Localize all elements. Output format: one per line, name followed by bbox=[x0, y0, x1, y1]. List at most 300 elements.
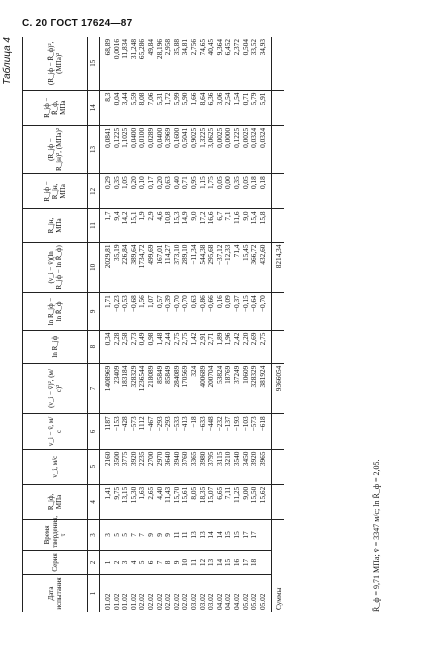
cell-value: 16,6 bbox=[206, 211, 216, 225]
cell-value: 0,0289 bbox=[145, 127, 155, 148]
cell-value: 28,196 bbox=[154, 39, 164, 60]
cell-value: −137 bbox=[223, 416, 233, 432]
cell-value: 9 bbox=[145, 533, 155, 537]
cell-value: 11,43 bbox=[163, 486, 173, 503]
col-header-r-diff: R_jф − R_jн, МПа bbox=[23, 174, 88, 209]
cell-value: −0,70 bbox=[180, 295, 190, 313]
cell-value: 0,0400 bbox=[128, 127, 138, 148]
col-r-mean-diff bbox=[100, 90, 272, 125]
cell-value: 3795 bbox=[206, 451, 216, 467]
col-header-product: (v_i − v̄)(ln R_jф − ln R̄_ф) bbox=[23, 242, 88, 293]
cell-value: 0,35 bbox=[111, 176, 121, 190]
cell-value: 1,56 bbox=[137, 295, 147, 308]
cell-value: 0,0324 bbox=[257, 127, 267, 148]
cell-value: 0,98 bbox=[145, 332, 155, 346]
cell-value: 2,958 bbox=[163, 39, 173, 56]
col-dates bbox=[100, 575, 272, 612]
col-number: 4 bbox=[88, 484, 100, 519]
cell-value: 18 bbox=[249, 558, 259, 567]
cell-value: 37249 bbox=[231, 365, 241, 384]
cell-value: 1,05 bbox=[120, 176, 130, 190]
cell-value: 0,0025 bbox=[214, 127, 224, 148]
cell-value: 1 bbox=[103, 560, 112, 565]
cell-value: 0,0000 bbox=[223, 127, 233, 148]
cell-value: 2,44 bbox=[163, 332, 173, 346]
cell-value: 5 bbox=[120, 533, 130, 537]
cell-value: 35,19 bbox=[111, 244, 121, 261]
cell-value: 14 bbox=[206, 531, 216, 539]
cell-value: 2,372 bbox=[231, 39, 241, 56]
cell-value: 3920 bbox=[249, 451, 259, 467]
col-number: 8 bbox=[88, 330, 100, 363]
col-header-r-mean-diff-sq: (R_jф − R̄_ф)², (МПа)² bbox=[23, 37, 88, 90]
cell-value: 218089 bbox=[145, 365, 155, 388]
sums-row bbox=[272, 37, 285, 612]
cell-value: 170569 bbox=[180, 365, 190, 388]
cell-value: 23409 bbox=[111, 365, 121, 384]
cell-value: 0,1600 bbox=[171, 127, 181, 148]
cell-value: −103 bbox=[240, 416, 250, 432]
cell-value: 6,7 bbox=[214, 211, 224, 221]
cell-value: 13 bbox=[197, 531, 207, 539]
col-number: 14 bbox=[88, 90, 100, 125]
col-number: 2 bbox=[88, 550, 100, 574]
cell-value: 3760 bbox=[180, 451, 190, 467]
col-time bbox=[100, 520, 272, 551]
cell-value: 3 bbox=[103, 533, 112, 537]
cell-value: 17 bbox=[240, 558, 250, 567]
cell-value: 2235 bbox=[137, 451, 147, 467]
cell-value: 2700 bbox=[145, 451, 155, 467]
cell-value: 1,1025 bbox=[120, 127, 130, 148]
cell-value: 17 bbox=[249, 531, 259, 539]
footnote: R̄_ф = 9,71 МПа; v̄ = 3347 м/с; ln R̄_ф = 2,05. bbox=[372, 459, 381, 612]
cell-value: 02.02 bbox=[163, 593, 173, 610]
cell-value: 11,25 bbox=[231, 486, 241, 503]
cell-value: 04.02 bbox=[231, 593, 241, 610]
cell-value: 15,4 bbox=[249, 211, 259, 225]
sum-v-diff-sq: 9366054 bbox=[272, 363, 285, 414]
cell-value: 9,364 bbox=[214, 39, 224, 56]
cell-value: 9,75 bbox=[111, 486, 121, 500]
cell-value: 2,756 bbox=[188, 39, 198, 56]
cell-value: 6,65 bbox=[214, 486, 224, 500]
cell-value: 0,04 bbox=[111, 92, 121, 106]
cell-value: 1,75 bbox=[206, 176, 216, 190]
col-header-series: Серия bbox=[23, 550, 88, 574]
cell-value: 6,36 bbox=[206, 92, 216, 106]
cell-value: 0,95 bbox=[188, 176, 198, 190]
cell-value: 5,90 bbox=[180, 92, 190, 106]
page-header: С. 20 ГОСТ 17624—87 bbox=[22, 18, 133, 29]
cell-value: 0,71 bbox=[240, 92, 250, 106]
cell-value: 5 bbox=[111, 533, 121, 537]
cell-value: 15,70 bbox=[171, 486, 181, 504]
cell-value: −0,37 bbox=[231, 295, 241, 313]
cell-value: 04.02 bbox=[223, 593, 233, 610]
table-body-row bbox=[100, 37, 272, 612]
header-row bbox=[23, 37, 88, 612]
cell-value: −633 bbox=[197, 416, 207, 432]
cell-value: 0,0400 bbox=[154, 127, 164, 148]
cell-value: 0,0016 bbox=[111, 39, 121, 60]
cell-value: 0,17 bbox=[145, 176, 155, 190]
cell-value: 6,452 bbox=[223, 39, 233, 56]
cell-value: −467 bbox=[145, 416, 155, 432]
cell-value: 0,0841 bbox=[103, 127, 112, 148]
cell-value: 13 bbox=[188, 531, 198, 539]
cell-value: 0,0100 bbox=[137, 127, 147, 148]
cell-value: 1,54 bbox=[231, 92, 241, 106]
cell-value: 15 bbox=[223, 531, 233, 539]
cell-value: 389,64 bbox=[128, 244, 138, 265]
cell-value: 328329 bbox=[249, 365, 259, 388]
cell-value: 15 bbox=[223, 558, 233, 567]
cell-value: 02.02 bbox=[145, 593, 155, 610]
col-number: 6 bbox=[88, 414, 100, 449]
cell-value: 11,6 bbox=[231, 211, 241, 224]
cell-value: 01.02 bbox=[103, 593, 112, 610]
col-number: 12 bbox=[88, 174, 100, 209]
cell-value: 1,42 bbox=[188, 332, 198, 346]
cell-value: 114,27 bbox=[163, 244, 173, 265]
cell-value: 0,05 bbox=[214, 176, 224, 190]
cell-value: 5,79 bbox=[249, 92, 259, 106]
cell-value: 14 bbox=[214, 531, 224, 539]
cell-value: 05.02 bbox=[249, 593, 259, 610]
cell-value: 02.02 bbox=[154, 593, 164, 610]
cell-value: −0,15 bbox=[240, 295, 250, 313]
cell-value: 0,0324 bbox=[249, 127, 259, 148]
cell-value: −11,34 bbox=[188, 244, 198, 265]
cell-value: 0,18 bbox=[257, 176, 267, 190]
col-header-rjn: R_jн, МПа bbox=[23, 209, 88, 242]
cell-value: 40,45 bbox=[206, 39, 216, 56]
cell-value: 31,248 bbox=[128, 39, 138, 60]
cell-value: 0,20 bbox=[154, 176, 164, 190]
cell-value: 2,58 bbox=[120, 332, 130, 346]
cell-value: 15,30 bbox=[128, 486, 138, 504]
cell-value: 0,10 bbox=[137, 176, 147, 190]
cell-value: 5,99 bbox=[171, 92, 181, 106]
cell-value: 226,84 bbox=[120, 244, 130, 265]
cell-value: 2,91 bbox=[197, 332, 207, 346]
cell-value: 3 bbox=[120, 560, 130, 565]
cell-value: 8 bbox=[163, 560, 173, 565]
cell-value: −193 bbox=[231, 416, 241, 432]
cell-value: 11,834 bbox=[120, 39, 130, 59]
cell-value: 02.02 bbox=[137, 593, 147, 610]
cell-value: 5,91 bbox=[257, 92, 267, 106]
cell-value: 0,3969 bbox=[163, 127, 173, 148]
cell-value: 183184 bbox=[120, 365, 130, 388]
cell-value: 85849 bbox=[154, 365, 164, 384]
cell-value: −573 bbox=[128, 416, 138, 432]
cell-value: 35,88 bbox=[171, 39, 181, 56]
cell-value: 3,0625 bbox=[206, 127, 216, 148]
cell-value: 17 bbox=[240, 531, 250, 539]
cell-value: 1,66 bbox=[188, 92, 198, 106]
col-header-date: Дата испытания bbox=[23, 575, 88, 612]
cell-value: 432,60 bbox=[257, 244, 267, 265]
cell-value: 14 bbox=[214, 558, 224, 567]
cell-value: −428 bbox=[120, 416, 130, 432]
cell-value: 2029,81 bbox=[103, 244, 112, 269]
cell-value: −0,39 bbox=[163, 295, 173, 313]
cell-value: −0,64 bbox=[249, 295, 259, 313]
cell-value: 5,59 bbox=[128, 92, 138, 106]
cell-value: 289,10 bbox=[180, 244, 190, 265]
cell-value: 2,20 bbox=[240, 332, 250, 346]
cell-value: 02.02 bbox=[180, 593, 190, 610]
cell-value: 03.02 bbox=[188, 593, 198, 610]
cell-value: 18,35 bbox=[197, 486, 207, 504]
cell-value: 3365 bbox=[188, 451, 198, 467]
cell-value: 8,3 bbox=[103, 92, 112, 102]
cell-value: 6 bbox=[145, 560, 155, 565]
cell-value: 1236544 bbox=[137, 365, 147, 392]
cell-value: 0,49 bbox=[137, 332, 147, 346]
cell-value: 16 bbox=[231, 558, 241, 567]
cell-value: 0,05 bbox=[240, 176, 250, 190]
cell-value: 0,9025 bbox=[188, 127, 198, 148]
cell-value: 03.02 bbox=[197, 593, 207, 610]
cell-value: 0,504 bbox=[240, 39, 250, 56]
cell-value: 0,71 bbox=[180, 176, 190, 190]
cell-value: 7 bbox=[154, 560, 164, 565]
cell-value: 1734,72 bbox=[137, 244, 147, 269]
cell-value: 5 bbox=[137, 560, 147, 565]
cell-value: 4,6 bbox=[154, 211, 164, 221]
cell-value: 0,40 bbox=[171, 176, 181, 190]
col-header-ln-diff: ln R_jф − ln R̄_ф bbox=[23, 293, 88, 330]
cell-value: 1,96 bbox=[223, 332, 233, 346]
cell-value: 7,1 bbox=[223, 211, 233, 221]
cell-value: 13 bbox=[206, 558, 216, 567]
cell-value: 1,71 bbox=[103, 295, 112, 308]
col-product bbox=[100, 242, 272, 293]
cell-value: 15,8 bbox=[257, 211, 267, 225]
col-number: 15 bbox=[88, 37, 100, 90]
cell-value: 1,07 bbox=[145, 295, 155, 308]
cell-value: 3,06 bbox=[214, 92, 224, 106]
cell-value: 18769 bbox=[223, 365, 233, 384]
cell-value: 0,18 bbox=[249, 176, 259, 190]
cell-value: 4,40 bbox=[154, 486, 164, 500]
cell-value: 400689 bbox=[197, 365, 207, 388]
cell-value: −573 bbox=[249, 416, 259, 432]
cell-value: 11 bbox=[188, 558, 198, 566]
cell-value: 2,9 bbox=[145, 211, 155, 221]
cell-value: 9,4 bbox=[111, 211, 121, 221]
cell-value: −0,68 bbox=[128, 295, 138, 313]
col-number: 10 bbox=[88, 242, 100, 293]
cell-value: 15,61 bbox=[180, 486, 190, 504]
cell-value: 0,35 bbox=[231, 176, 241, 190]
cell-value: 10609 bbox=[240, 365, 250, 384]
cell-value: 1408969 bbox=[103, 365, 112, 392]
cell-value: 05.02 bbox=[240, 593, 250, 610]
cell-value: 3210 bbox=[223, 451, 233, 467]
col-rjn bbox=[100, 209, 272, 242]
cell-value: 9 bbox=[171, 560, 181, 565]
cell-value: 7 bbox=[128, 533, 138, 537]
rotated-table-area bbox=[2, 37, 402, 612]
col-number: 3 bbox=[88, 520, 100, 551]
cell-value: 11 bbox=[171, 531, 181, 539]
col-header-r-mean-diff: R_jф − R̄_ф, МПа bbox=[23, 90, 88, 125]
cell-value: 14,9 bbox=[180, 211, 190, 225]
cell-value: 15,50 bbox=[249, 486, 259, 504]
cell-value: 0,09 bbox=[223, 295, 233, 308]
cell-value: 1,3225 bbox=[197, 127, 207, 148]
col-header-v: v_i, м/с bbox=[23, 449, 88, 484]
cell-value: 0,63 bbox=[188, 295, 198, 308]
cell-value: 3500 bbox=[111, 451, 121, 467]
cell-value: −533 bbox=[171, 416, 181, 432]
cell-value: 1112 bbox=[137, 416, 147, 431]
cell-value: 2160 bbox=[103, 451, 112, 467]
cell-value: 366,72 bbox=[249, 244, 259, 265]
col-v-diff-sq bbox=[100, 363, 272, 414]
cell-value: 85849 bbox=[163, 365, 173, 384]
cell-value: 8,64 bbox=[197, 92, 207, 106]
cell-value: 53824 bbox=[214, 365, 224, 384]
cell-value: 1,41 bbox=[103, 486, 112, 500]
col-number: 11 bbox=[88, 209, 100, 242]
cell-value: −37,12 bbox=[214, 244, 224, 266]
cell-value: 1,15 bbox=[197, 176, 207, 190]
cell-value: 2,75 bbox=[171, 332, 181, 346]
col-header-v-diff: v_i − v̄, м/с bbox=[23, 414, 88, 449]
cell-value: 3115 bbox=[214, 451, 224, 466]
cell-value: 381924 bbox=[257, 365, 267, 388]
cell-value: 34,93 bbox=[257, 39, 267, 56]
cell-value: −0,70 bbox=[257, 295, 267, 313]
cell-value: 2,75 bbox=[180, 332, 190, 346]
cell-value: 5,31 bbox=[154, 92, 164, 106]
cell-value: −618 bbox=[257, 416, 267, 432]
col-header-rjf: R_jф, МПа bbox=[23, 484, 88, 519]
cell-value: 1,72 bbox=[163, 92, 173, 106]
cell-value: 544,38 bbox=[197, 244, 207, 265]
cell-value: 499,69 bbox=[145, 244, 155, 265]
cell-value: 15,62 bbox=[257, 486, 267, 504]
cell-value: 2,75 bbox=[257, 332, 267, 346]
cell-value: −293 bbox=[163, 416, 173, 432]
cell-value: 3980 bbox=[197, 451, 207, 467]
col-r-diff bbox=[100, 174, 272, 209]
cell-value: 2,42 bbox=[231, 332, 241, 346]
cell-value: −153 bbox=[111, 416, 121, 432]
cell-value: 3775 bbox=[120, 451, 130, 467]
cell-value: 0,00 bbox=[223, 176, 233, 190]
cell-value: 71,4 bbox=[231, 244, 241, 258]
cell-value: 03.02 bbox=[206, 593, 216, 610]
data-table bbox=[22, 37, 284, 612]
cell-value: 9 bbox=[163, 533, 173, 537]
table-caption: Таблица 4 bbox=[2, 37, 13, 85]
cell-value: 3450 bbox=[240, 451, 250, 467]
cell-value: 2 bbox=[111, 560, 121, 565]
cell-value: 0,57 bbox=[154, 295, 164, 308]
cell-value: 284089 bbox=[171, 365, 181, 388]
cell-value: 2,69 bbox=[249, 332, 259, 346]
cell-value: 15,45 bbox=[240, 244, 250, 261]
col-ln-diff bbox=[100, 293, 272, 330]
cell-value: 2,54 bbox=[223, 92, 233, 106]
cell-value: 13,15 bbox=[120, 486, 130, 504]
cell-value: 10,8 bbox=[163, 211, 173, 225]
col-number: 7 bbox=[88, 363, 100, 414]
cell-value: 0,20 bbox=[128, 176, 138, 190]
cell-value: −0,53 bbox=[120, 295, 130, 313]
cell-value: 167,01 bbox=[154, 244, 164, 265]
cell-value: 02.02 bbox=[171, 593, 181, 610]
cell-value: 33,52 bbox=[249, 39, 259, 56]
cell-value: 7 bbox=[137, 533, 147, 537]
col-number: 5 bbox=[88, 449, 100, 484]
cell-value: 2,71 bbox=[206, 332, 216, 346]
cell-value: 3640 bbox=[163, 451, 173, 467]
cell-value: −0,23 bbox=[111, 295, 121, 313]
cell-value: 2,73 bbox=[128, 332, 138, 346]
cell-value: 68,89 bbox=[103, 39, 112, 56]
cell-value: 0,1225 bbox=[231, 127, 241, 148]
col-number: 9 bbox=[88, 293, 100, 330]
cell-value: 2970 bbox=[154, 451, 164, 467]
col-ln-r bbox=[100, 330, 272, 363]
cell-value: 9,0 bbox=[188, 211, 198, 221]
cell-value: 3965 bbox=[257, 451, 267, 467]
cell-value: 2,65 bbox=[145, 486, 155, 500]
cell-value: 0,16 bbox=[214, 295, 224, 308]
cell-value: 05.02 bbox=[257, 593, 267, 610]
cell-value: 9 bbox=[154, 533, 164, 537]
cell-value: 04.02 bbox=[214, 593, 224, 610]
cell-value: 01.02 bbox=[111, 593, 121, 610]
cell-value: 1,63 bbox=[137, 486, 147, 500]
cell-value: −232 bbox=[214, 416, 224, 432]
cell-value: 200704 bbox=[206, 365, 216, 388]
col-header-v-diff-sq: (v_i − v̄)², (м/с)² bbox=[23, 363, 88, 414]
cell-value: 34,81 bbox=[180, 39, 190, 56]
cell-value: 8,05 bbox=[188, 486, 198, 500]
cell-value: −448 bbox=[206, 416, 216, 432]
col-number: 1 bbox=[88, 575, 100, 612]
col-r-diff-sq bbox=[100, 125, 272, 173]
cell-value: 324 bbox=[188, 365, 198, 377]
cell-value: 12 bbox=[197, 558, 207, 567]
cell-value: 0,5041 bbox=[180, 127, 190, 148]
cell-value: 7,06 bbox=[145, 92, 155, 106]
cell-value: 9,00 bbox=[240, 486, 250, 500]
cell-value: 3940 bbox=[171, 451, 181, 467]
sums-label: Суммы bbox=[272, 520, 285, 612]
cell-value: 15,07 bbox=[206, 486, 216, 504]
cell-value: 373,10 bbox=[171, 244, 181, 265]
cell-value: 4 bbox=[128, 560, 138, 565]
cell-value: 11 bbox=[180, 531, 190, 539]
cell-value: −413 bbox=[180, 416, 190, 432]
cell-value: 10 bbox=[180, 558, 190, 567]
cell-value: −18 bbox=[188, 416, 198, 428]
cell-value: −0,66 bbox=[206, 295, 216, 313]
cell-value: 9,0 bbox=[240, 211, 250, 221]
cell-value: 3,44 bbox=[120, 92, 130, 106]
cell-value: 295,68 bbox=[206, 244, 216, 265]
cell-value: 0,34 bbox=[103, 332, 112, 346]
